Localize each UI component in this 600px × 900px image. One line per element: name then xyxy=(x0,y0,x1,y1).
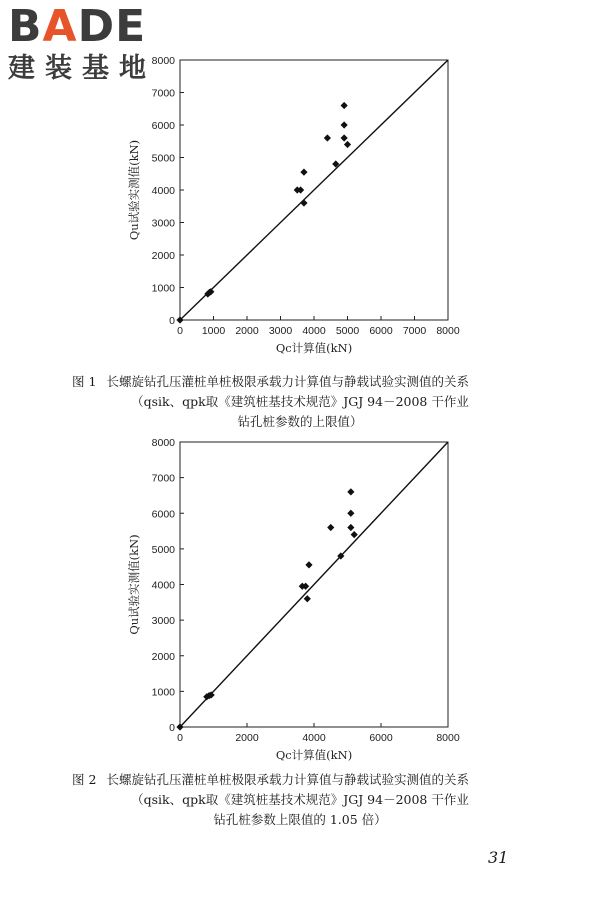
chart-0-x-tick-label: 5000 xyxy=(335,325,360,337)
chart-1-x-tick-label: 2000 xyxy=(235,732,259,744)
chart-1-x-tick-label: 4000 xyxy=(302,732,326,744)
chart-1-y-tick-label: 8000 xyxy=(151,437,175,449)
chart-1-y-tick-label: 7000 xyxy=(151,472,175,485)
chart-0-x-tick-label: 3000 xyxy=(268,325,293,337)
figure-1-caption-line-3: 钻孔桩参数的上限值） xyxy=(237,414,363,429)
chart-1-x-tick-label: 6000 xyxy=(369,732,393,744)
figure-2-caption-line-3: 钻孔桩参数上限值的 1.05 倍） xyxy=(213,812,387,827)
chart-0-x-tick-label: 1000 xyxy=(201,325,226,337)
chart-0-x-tick-label: 8000 xyxy=(436,325,460,337)
chart-1-data-point xyxy=(347,510,354,517)
chart-1-y-tick-label: 4000 xyxy=(151,579,175,592)
chart-0-data-point xyxy=(300,199,307,206)
chart-0-y-tick-label: 2000 xyxy=(151,250,175,262)
figure-2-label: 图 2 xyxy=(72,772,97,787)
chart-0-reference-line xyxy=(180,60,448,320)
figure-2-caption-line-2: （qsik、qpk取《建筑桩基技术规范》JGJ 94－2008 干作业 xyxy=(131,792,469,807)
chart-0-x-tick-label: 0 xyxy=(177,325,183,337)
chart-1-y-tick-label: 2000 xyxy=(151,650,175,663)
chart-1-x-tick-label: 0 xyxy=(177,732,183,744)
figure-1-scatter-chart xyxy=(120,50,460,370)
chart-0-data-point xyxy=(341,134,348,141)
figure-2-scatter-chart xyxy=(120,432,460,762)
chart-0-y-tick-label: 7000 xyxy=(151,87,175,100)
chart-1-data-point xyxy=(351,531,358,538)
chart-0-y-tick-label: 0 xyxy=(169,315,175,327)
chart-1-data-point xyxy=(327,524,334,531)
chart-0-x-axis-label: Qc计算值(kN) xyxy=(275,341,353,355)
chart-1-x-axis-label: Qc计算值(kN) xyxy=(275,748,353,762)
chart-0-data-point xyxy=(300,169,307,176)
chart-0-y-tick-label: 4000 xyxy=(151,185,175,197)
figure-1-caption-line-1: 长螺旋钻孔压灌桩单桩极限承载力计算值与静载试验实测值的关系 xyxy=(106,374,469,389)
chart-0-data-point xyxy=(324,134,331,141)
chart-1-y-tick-label: 0 xyxy=(169,722,175,734)
chart-0-y-tick-label: 5000 xyxy=(151,152,175,165)
chart-0-x-tick-label: 4000 xyxy=(302,325,326,337)
chart-1-y-tick-label: 5000 xyxy=(151,543,175,556)
page-number: 31 xyxy=(488,848,509,867)
chart-0-y-tick-label: 8000 xyxy=(151,55,175,67)
chart-0-data-point xyxy=(341,121,348,128)
chart-0-x-tick-label: 7000 xyxy=(402,325,427,337)
logo-wordmark: BADE xyxy=(8,1,147,52)
chart-0-x-tick-label: 2000 xyxy=(235,325,259,337)
chart-1-reference-line xyxy=(180,442,448,727)
chart-1-y-tick-label: 3000 xyxy=(151,615,175,628)
chart-0-y-tick-label: 1000 xyxy=(151,282,175,295)
chart-1-y-axis-label: Qu试验实测值(kN) xyxy=(127,534,141,635)
chart-1-data-point xyxy=(347,488,354,495)
chart-1-data-point xyxy=(347,524,354,531)
chart-0-x-tick-label: 6000 xyxy=(369,325,393,337)
chart-1-data-point xyxy=(304,595,311,602)
chart-0-y-tick-label: 6000 xyxy=(151,120,175,132)
figure-1-caption xyxy=(40,372,560,432)
figure-2-caption-line-1: 长螺旋钻孔压灌桩单桩极限承载力计算值与静载试验实测值的关系 xyxy=(106,772,469,787)
figure-1-caption-line-2: （qsik、qpk取《建筑桩基技术规范》JGJ 94－2008 干作业 xyxy=(131,394,469,409)
chart-0-y-axis-label: Qu试验实测值(kN) xyxy=(127,139,141,241)
figure-1-label: 图 1 xyxy=(72,374,97,389)
chart-0-y-tick-label: 3000 xyxy=(151,217,175,230)
logo-subtitle: 建装基地 xyxy=(8,53,156,84)
chart-1-y-tick-label: 6000 xyxy=(151,508,175,521)
figure-2-caption xyxy=(40,770,560,830)
chart-1-data-point xyxy=(305,561,312,568)
chart-1-x-tick-label: 8000 xyxy=(436,732,460,744)
chart-1-y-tick-label: 1000 xyxy=(151,686,175,699)
chart-0-data-point xyxy=(344,141,351,148)
chart-0-data-point xyxy=(341,102,348,109)
